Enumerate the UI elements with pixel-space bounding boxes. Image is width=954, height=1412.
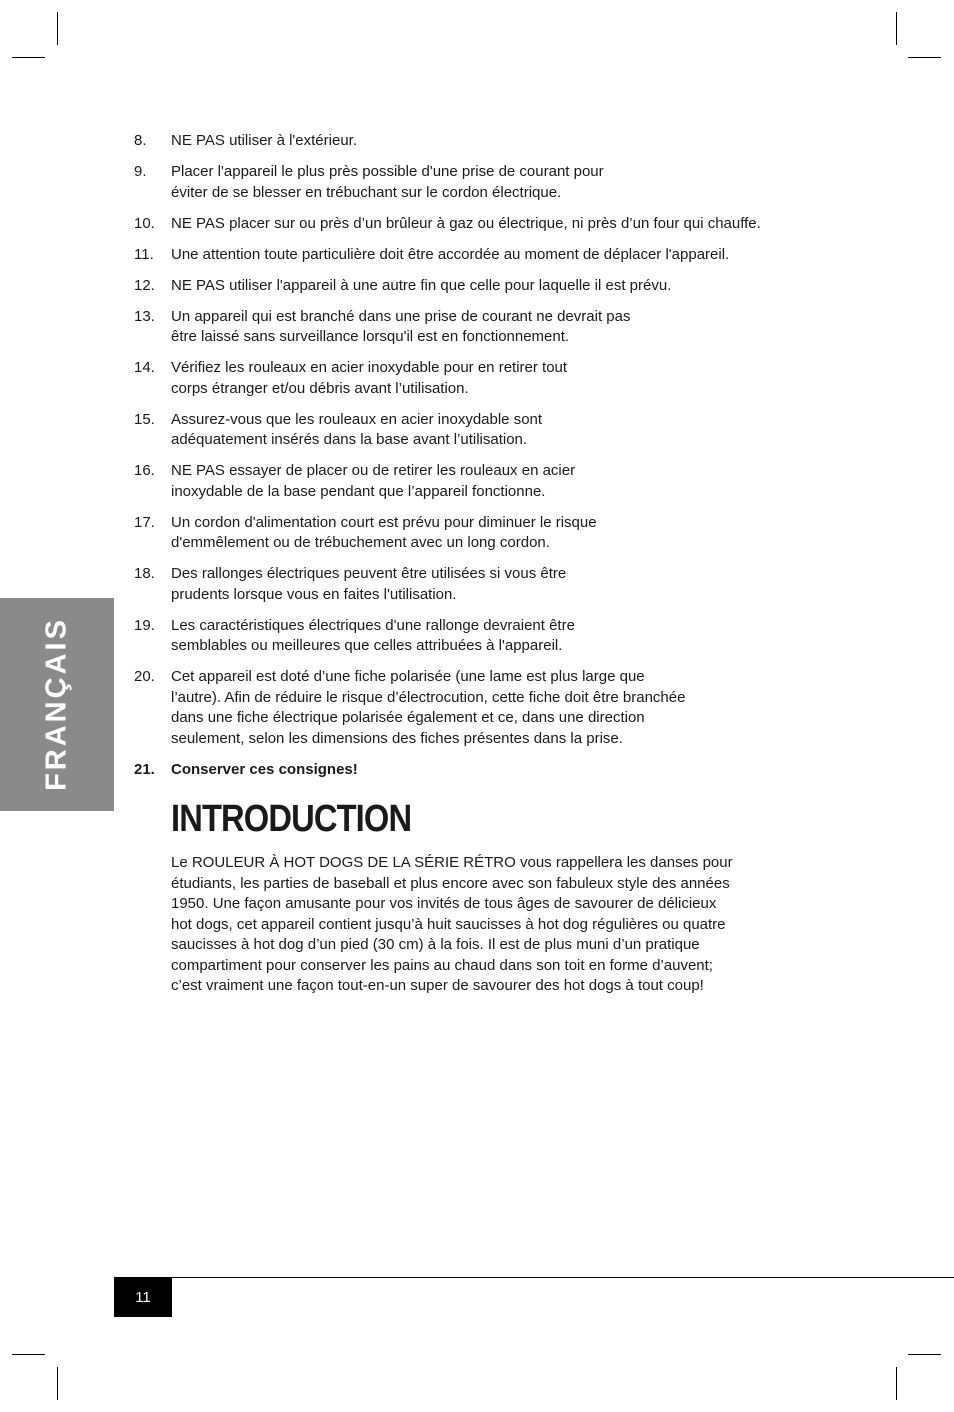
section-heading: INTRODUCTION	[171, 798, 412, 840]
item-number: 13.	[134, 307, 155, 325]
crop-mark-bottom-right	[896, 1367, 897, 1400]
item-number: 10.	[134, 214, 155, 232]
item-number: 20.	[134, 668, 155, 685]
list-item	[134, 616, 814, 657]
safety-instructions-list	[134, 131, 814, 791]
item-text: Une attention toute particulière doit être accordée au moment de déplacer l'appareil.	[171, 245, 730, 263]
item-text: NE PAS placer sur ou près d’un brûleur à gaz ou électrique, ni près d’un four qui chauffe.	[171, 214, 761, 232]
item-number: 11.	[134, 245, 154, 263]
item-number: 19.	[134, 616, 155, 634]
list-item	[134, 410, 814, 451]
list-item	[134, 131, 814, 152]
item-number: 8.	[134, 132, 147, 149]
list-item	[134, 245, 814, 266]
item-text: Un cordon d'alimentation court est prévu pour diminuer le risque d'emmêlement ou de trébuchement avec un long cordon.	[171, 513, 597, 551]
item-number: 16.	[134, 462, 155, 479]
list-item	[134, 358, 814, 399]
list-item	[134, 162, 814, 203]
item-number: 17.	[134, 513, 155, 531]
item-text: Des rallonges électriques peuvent être utilisées si vous être prudents lorsque vous en faites l'utilisation.	[171, 565, 567, 603]
item-text: Placer l'appareil le plus près possible d'une prise de courant pour éviter de se blesser en trébuchant sur le cordon électrique.	[171, 163, 604, 201]
list-item	[134, 214, 814, 235]
item-text: NE PAS utiliser à l'extérieur.	[171, 132, 357, 149]
list-item	[134, 667, 814, 749]
list-item	[134, 760, 814, 781]
item-number: 14.	[134, 359, 155, 376]
item-text: Assurez-vous que les rouleaux en acier inoxydable sont adéquatement insérés dans la base avant l’utilisation.	[171, 410, 543, 448]
item-number: 12.	[134, 276, 155, 294]
item-text: Cet appareil est doté d’une fiche polarisée (une lame est plus large que l’autre). Afin de réduire le risque d’électrocution, cette fiche doit être branchée dans une fiche électrique polarisée également et ce, dans une direction seulement, selon les dimensions des fiches présentes dans la prise.	[171, 668, 686, 747]
item-text: NE PAS utiliser l'appareil à une autre fin que celle pour laquelle il est prévu.	[171, 276, 672, 294]
item-text: Les caractéristiques électriques d'une rallonge devraient être semblables ou meilleures que celles attribuées à l'appareil.	[171, 616, 575, 654]
language-label: FRANÇAIS	[40, 617, 73, 791]
page-number: 11	[114, 1277, 172, 1317]
list-item	[134, 564, 814, 605]
item-number: 15.	[134, 410, 155, 428]
intro-paragraph: Le ROULEUR À HOT DOGS DE LA SÉRIE RÉTRO vous rappellera les danses pour étudiants, les parties de baseball et plus encore avec son fabuleux style des années 1950. Une façon amusante pour vos invités de tous âges de savourer de délicieux hot dogs, cet appareil contient jusqu’à huit saucisses à hot dog régulières ou quatre saucisses à hot dog d’un pied (30 cm) à la fois. Il est de plus muni d’un pratique compartiment pour conserver les pains au chaud dans son toit en forme d’auvent; c’est vraiment une façon tout-en-un super de savourer des hot dogs à tout coup!	[171, 854, 733, 994]
list-item	[134, 513, 814, 554]
crop-mark-bottom-left	[57, 1367, 58, 1400]
item-number: 9.	[134, 163, 147, 180]
item-text: NE PAS essayer de placer ou de retirer les rouleaux en acier inoxydable de la base pendant que l’appareil fonctionne.	[171, 462, 576, 500]
item-text: Vérifiez les rouleaux en acier inoxydable pour en retirer tout corps étranger et/ou débris avant l’utilisation.	[171, 359, 568, 397]
footer-rule	[114, 1277, 954, 1278]
crop-mark-top-left	[12, 57, 45, 58]
crop-mark-top-left	[57, 12, 58, 45]
item-text: Conserver ces consignes!	[171, 760, 358, 778]
item-number: 18.	[134, 565, 155, 582]
list-item	[134, 307, 814, 348]
item-text: Un appareil qui est branché dans une prise de courant ne devrait pas être laissé sans surveillance lorsqu'il est en fonctionnement.	[171, 307, 631, 345]
crop-mark-top-right	[896, 12, 897, 45]
list-item	[134, 276, 814, 297]
language-side-tab	[0, 598, 114, 811]
crop-mark-bottom-left	[12, 1354, 45, 1355]
list-item	[134, 461, 814, 502]
crop-mark-top-right	[908, 57, 941, 58]
crop-mark-bottom-right	[908, 1354, 941, 1355]
item-number: 21.	[134, 760, 155, 778]
